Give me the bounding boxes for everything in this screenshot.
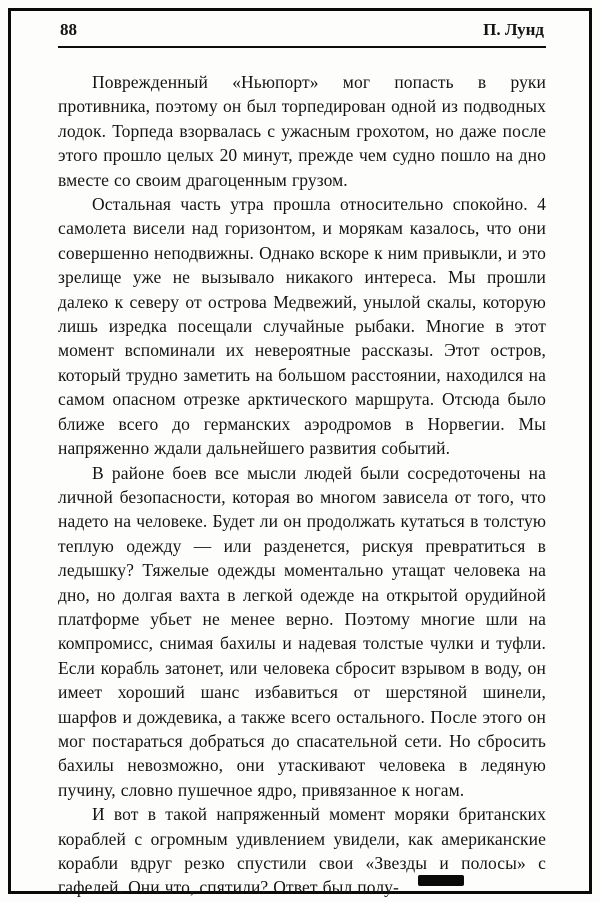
running-head-author: П. Лунд — [483, 20, 544, 39]
header-rule — [58, 46, 546, 48]
running-head — [58, 18, 546, 46]
scan-artifact-mark — [418, 875, 464, 886]
body-text — [58, 70, 546, 900]
paragraph: Остальная часть утра прошла относительно спокойно. 4 самолета висели над горизонтом, и морякам казалось, что они совершенно неподвижны. Однако вскоре к ним привыкли, и это зрелище уже не вызывало никакого интереса. Мы прошли далеко к северу от острова Медвежий, унылой скалы, которую лишь изредка посещали случайные рыбаки. Многие в этот момент вспоминали их невероятные рассказы. Этот остров, который трудно заметить на большом расстоянии, находился на самом опасном отрезке арктического маршрута. Отсюда было ближе всего до германских аэродромов в Норвегии. Мы напряженно ждали дальнейшего развития событий. — [58, 194, 546, 459]
paragraph: Поврежденный «Ньюпорт» мог попасть в руки противника, поэтому он был торпедирован одной из подводных лодок. Торпеда взорвалась с ужасным грохотом, но даже после этого прошло целых 20 минут, прежде чем судно пошло на дно вместе со своим драгоценным грузом. — [58, 72, 546, 190]
paragraph: И вот в такой напряженный момент моряки британских кораблей с огромным удивлением увидели, как американские корабли вдруг резко спустили свои «Звезды и полосы» с гафелей. Они что, спятили? Ответ был полу- — [58, 804, 546, 898]
page-number: 88 — [60, 20, 77, 39]
paragraph: В районе боев все мысли людей были сосредоточены на личной безопасности, которая во многом зависела от того, что надето на человеке. Будет ли он продолжать кутаться в толстую теплую одежду — или разденется, рискуя превратиться в ледышку? Тяжелые одежды моментально утащат человека на дно, но долгая вахта в легкой одежде на открытой орудийной платформе убьет не менее верно. Поэтому многие шли на компромисс, снимая бахилы и надевая толстые чулки и туфли. Если корабль затонет, или человека сбросит взрывом в воду, он имеет хороший шанс избавиться от шерстяной шинели, шарфов и дождевика, а также всего остального. После этого он мог постараться добраться до спасательной сети. Но сбросить бахилы невозможно, они утаскивают человека в ледяную пучину, словно пушечное ядро, привязанное к ногам. — [58, 462, 546, 800]
page-content — [58, 18, 546, 898]
